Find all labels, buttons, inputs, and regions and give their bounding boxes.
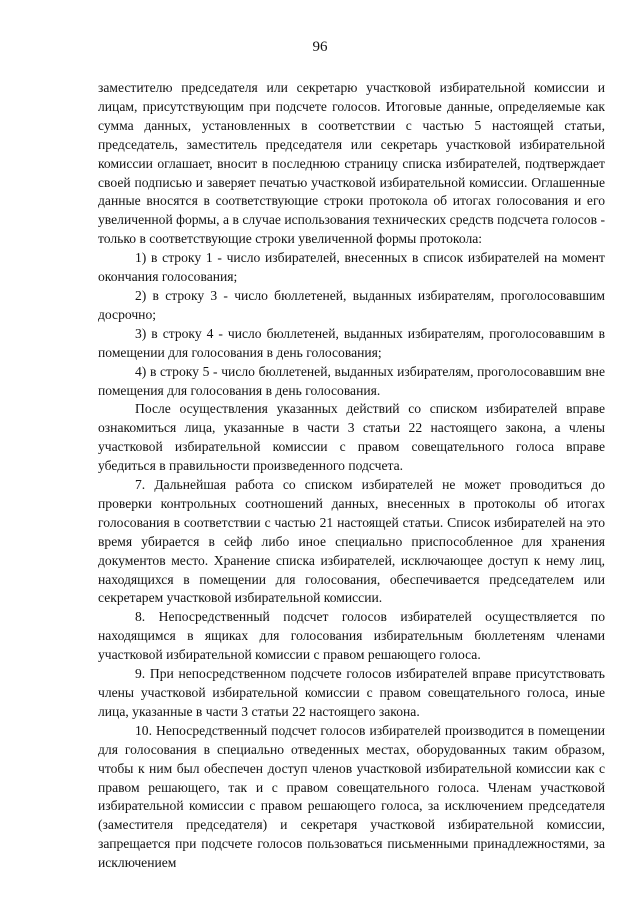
list-item-line-1: 1) в строку 1 - число избирателей, внесенных в список избирателей на момент окончания голосования; (98, 250, 605, 285)
paragraph-review: После осуществления указанных действий со списком избирателей вправе ознакомиться лица, указанные в части 3 статьи 22 настоящего закона, а члены участковой избирательной комиссии с правом совещательного голоса вправе убедиться в правильности произведенного подсчета. (98, 401, 605, 474)
paragraph-continuation: заместителю председателя или секретарю участковой избирательной комиссии и лицам, присутствующим при подсчете голосов. Итоговые данные, определяемые как сумма данных, установленных в соответствии с частью 5 настоящей статьи, председатель, заместитель председателя или секретарь участковой избирательной комиссии оглашает, вносит в последнюю страницу списка избирателей, подтверждает своей подписью и заверяет печатью участковой избирательной комиссии. Оглашенные данные вносятся в соответствующие строки протокола об итогах голосования и его увеличенной формы, а в случае использования технических средств подсчета голосов - только в соответствующие строки увеличенной формы протокола: (98, 80, 605, 247)
paragraph-10: 10. Непосредственный подсчет голосов избирателей производится в помещении для голосования в специально отведенных местах, оборудованных таким образом, чтобы к ним был обеспечен доступ членов участковой избирательной комиссии как с правом решающего, так и с правом совещательного голоса. Членам участковой избирательной комиссии с правом решающего голоса, за исключением председателя (заместителя председателя) и секретаря участковой избирательной комиссии, запрещается при подсчете голосов пользоваться письменными принадлежностями, за исключением (98, 722, 605, 871)
list-item-line-5: 4) в строку 5 - число бюллетеней, выданных избирателям, проголосовавшим вне помещения для голосования в день голосования. (98, 363, 605, 398)
list-item-line-4: 3) в строку 4 - число бюллетеней, выданных избирателям, проголосовавшим в помещении для голосования в день голосования; (98, 325, 605, 360)
body-text (98, 79, 605, 873)
page-number: 96 (312, 39, 328, 55)
paragraph-7: 7. Дальнейшая работа со списком избирателей не может проводиться до проверки контрольных соотношений данных, внесенных в протоколы об итогах голосования в соответствии с частью 21 настоящей статьи. Список избирателей на это время убирается в сейф либо иное специально приспособленное для хранения документов место. Хранение списка избирателей, исключающее доступ к нему лиц, находящихся в помещении для голосования, обеспечивается председателем или секретарем участковой избирательной комиссии. (98, 477, 605, 606)
paragraph-9: 9. При непосредственном подсчете голосов избирателей вправе присутствовать члены участковой избирательной комиссии с правом совещательного голоса, иные лица, указанные в части 3 статьи 22 настоящего закона. (98, 666, 605, 719)
paragraph-8: 8. Непосредственный подсчет голосов избирателей осуществляется по находящимся в ящиках для голосования избирательным бюллетеням членами участковой избирательной комиссии с правом решающего голоса. (98, 609, 605, 663)
list-item-line-3: 2) в строку 3 - число бюллетеней, выданных избирателям, проголосовавшим досрочно; (98, 287, 605, 322)
